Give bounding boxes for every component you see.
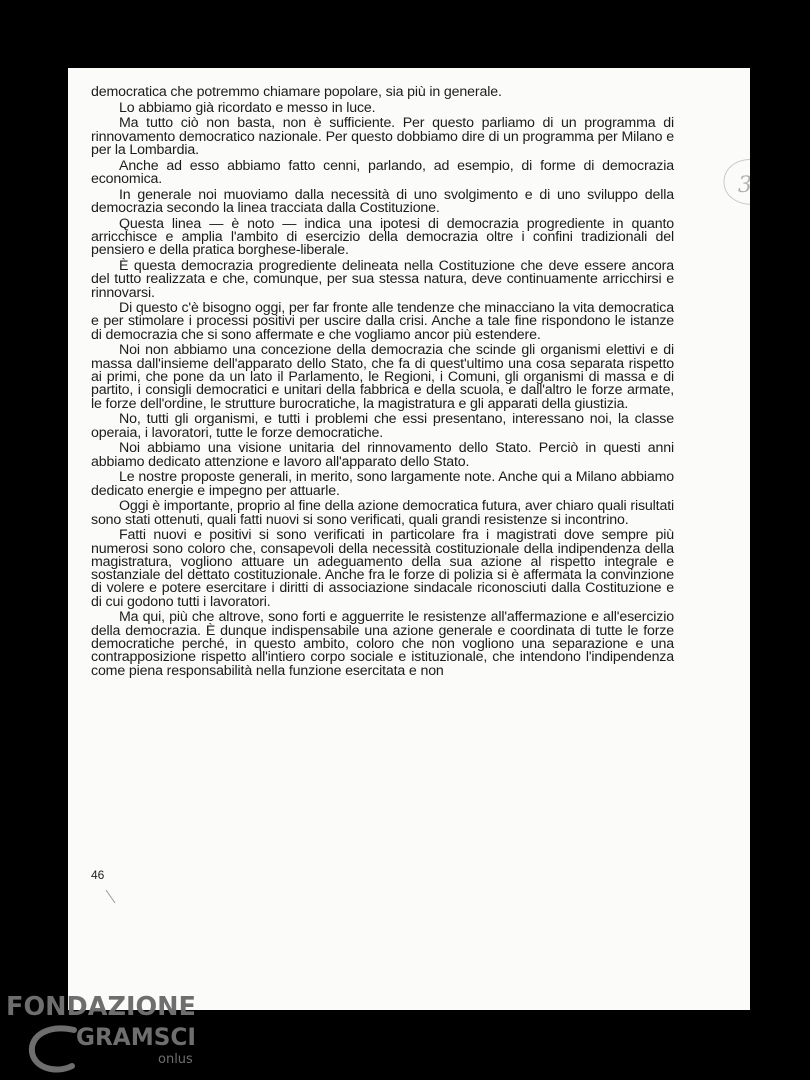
paragraph: No, tutti gli organismi, e tutti i problemi che essi presentano, interessano noi, la classe operaia, i lavoratori, tutte le forze democratiche. xyxy=(91,411,674,441)
watermark-line3: onlus xyxy=(158,1052,193,1067)
watermark-line1: FONDAZIONE xyxy=(6,992,196,1022)
paragraph: Oggi è importante, proprio al fine della azione democratica futura, aver chiaro quali risultati sono stati ottenuti, quali fatti nuovi si sono verificati, quali grandi resistenze si incontrino. xyxy=(91,498,674,528)
paragraph: democratica che potremmo chiamare popolare, sia più in generale. xyxy=(91,84,502,100)
body-text xyxy=(91,86,674,680)
paragraph: Di questo c'è bisogno oggi, per far fronte alle tendenze che minacciano la vita democratica e per stimolare i processi positivi per uscire dalla crisi. Anche a tale fine rispondono le istanze di democrazia che si sono affermate e che vogliamo ancor più estendere. xyxy=(91,300,674,343)
paragraph: Anche ad esso abbiamo fatto cenni, parlando, ad esempio, di forme di democrazia economica. xyxy=(91,157,674,187)
archive-stamp xyxy=(716,154,766,210)
paragraph: Lo abbiamo già ricordato e messo in luce. xyxy=(119,99,376,116)
fondazione-gramsci-watermark xyxy=(0,984,260,1080)
paragraph: Noi non abbiamo una concezione della democrazia che scinde gli organismi elettivi e di massa dall'insieme dell'apparato dello Stato, che fa di quest'ultimo una cosa separata rispetto ai primi, che pone da un lato il Parlamento, le Regioni, i Comuni, gli organismi di massa e di partito, i consigli democratici e unitari della fabbrica e della scuola, e dall'altro le forze armate, le forze dell'ordine, le strutture burocratiche, la magistratura e gli apparati della giustizia. xyxy=(91,342,674,412)
paragraph: È questa democrazia progrediente delineata nella Costituzione che deve essere ancora del tutto realizzata e che, comunque, per sua stessa natura, deve continuamente arricchirsi e rinnovarsi. xyxy=(91,257,674,301)
watermark-line2: GRAMSCI xyxy=(76,1023,196,1051)
paragraph: Questa linea — è noto — indica una ipotesi di democrazia progrediente in quanto arricchisce e amplia l'ambito di esercizio della democrazia oltre i confini tradizionali del pensiero e della pratica borghese-liberale. xyxy=(91,215,674,259)
gramsci-g-swirl xyxy=(32,1028,74,1069)
page-number: 46 xyxy=(91,868,105,882)
paragraph: Noi abbiamo una visione unitaria del rinnovamento dello Stato. Perciò in questi anni abbiamo dedicato attenzione e lavoro all'apparato dello Stato. xyxy=(91,440,674,470)
archive-number: 39 xyxy=(738,173,766,198)
paragraph: In generale noi muoviamo dalla necessità di uno svolgimento e di uno sviluppo della democrazia secondo la linea tracciata dalla Costituzione. xyxy=(91,186,674,216)
paragraph: Le nostre proposte generali, in merito, sono largamente note. Anche qui a Milano abbiamo dedicato energie e impegno per attuarle. xyxy=(91,469,674,499)
paragraph: Fatti nuovi e positivi si sono verificati in particolare fra i magistrati dove sempre più numerosi sono coloro che, consapevoli della necessità costituzionale della indipendenza della magistratura, vogliono attuare un adeguamento della sua azione al rispetto integrale e sostanziale del dettato costituzionale. Anche fra le forze di polizia si è affermata la convinzione di volere e potere esercitare i diritti di associazione sindacale riconosciuti dalla Costituzione e di cui godono tutti i lavoratori. xyxy=(91,527,674,610)
paragraph: Ma tutto ciò non basta, non è sufficiente. Per questo parliamo di un programma di rinnovamento democratico nazionale. Per questo dobbiamo dire di un programma per Milano e per la Lombardia. xyxy=(91,115,674,158)
pencil-mark xyxy=(104,888,118,906)
paragraph: Ma qui, più che altrove, sono forti e agguerrite le resistenze all'affermazione e all'esercizio della democrazia. È dunque indispensabile una azione generale e coordinata di tutte le forze democratiche perché, in questo ambito, coloro che non vogliono una separazione e una contrapposizione rispetto all'intiero corpo sociale e istituzionale, che intendono l'indipendenza come piena responsabilità nella funzione esercitata e non xyxy=(91,609,674,679)
